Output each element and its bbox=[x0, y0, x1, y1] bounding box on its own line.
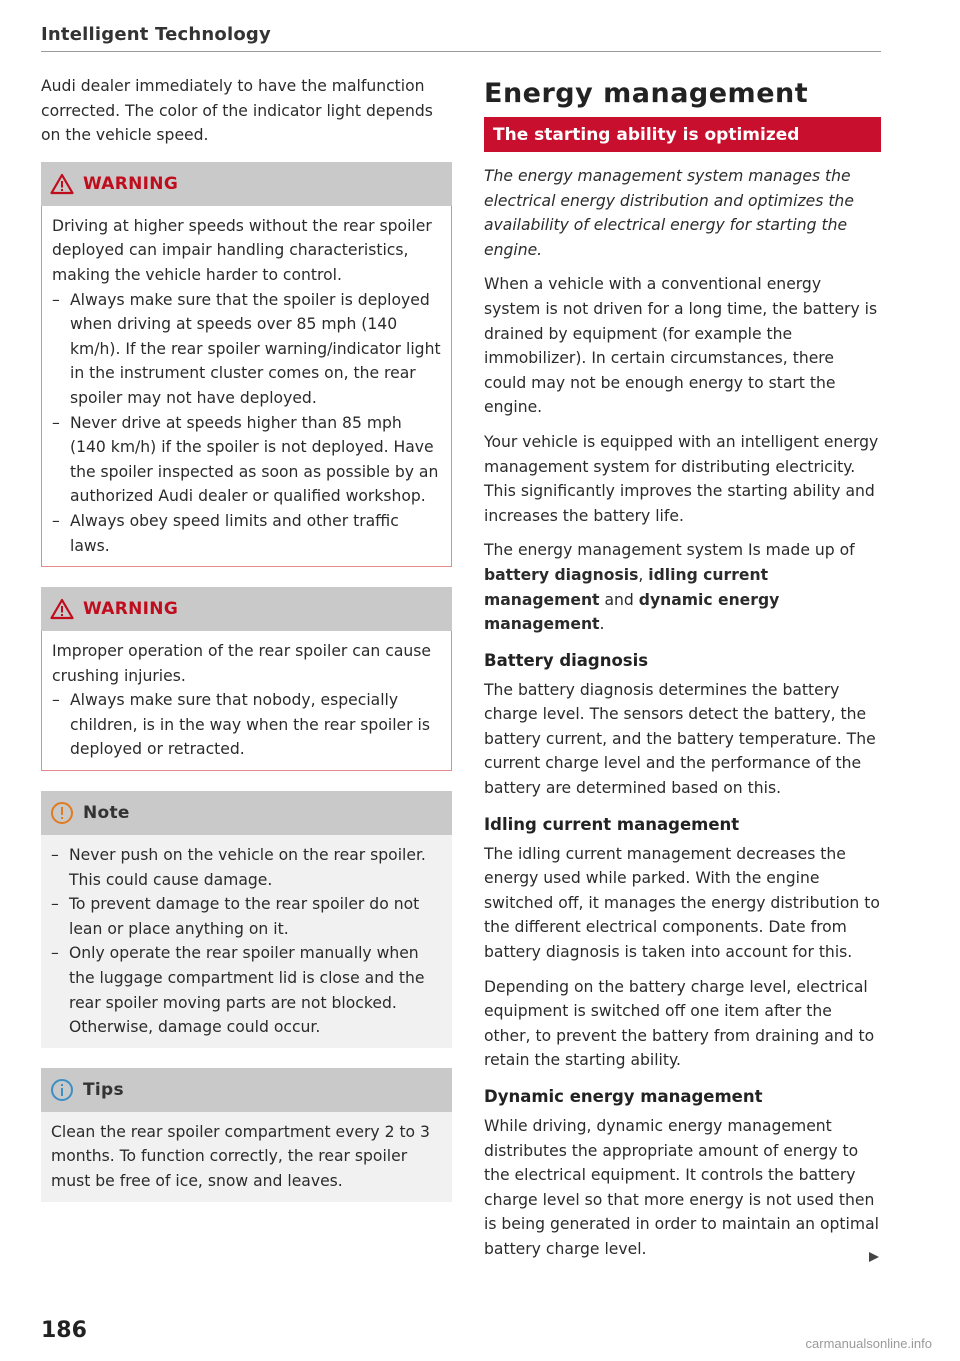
warning-box-1-label: WARNING bbox=[83, 173, 179, 194]
warning-box-2-header bbox=[41, 587, 452, 631]
tips-box bbox=[41, 1068, 452, 1202]
left-column bbox=[41, 74, 452, 1216]
section-intro: The energy management system manages the electrical energy distribution and optimizes the availability of electrical energy for starting the engine. bbox=[484, 167, 854, 259]
made-up-of-text: The energy management system Is made up of bbox=[484, 541, 855, 560]
tips-box-text: Clean the rear spoiler compartment every 2 to 3 months. To function correctly, the rear spoiler must be free of ice, snow and leaves. bbox=[51, 1122, 430, 1190]
dynamic-energy-paragraph bbox=[484, 1114, 881, 1262]
note-box-header bbox=[41, 791, 452, 835]
note-box-list bbox=[51, 843, 442, 1040]
note-box bbox=[41, 791, 452, 1048]
separator: , bbox=[638, 565, 649, 584]
header-title: Intelligent Technology bbox=[41, 24, 271, 45]
warning-triangle-icon bbox=[49, 172, 75, 196]
period: . bbox=[599, 615, 605, 634]
idling-current-paragraph-2: Depending on the battery charge level, electrical equipment is switched off one item after the other, to prevent the battery from draining and to retain the starting ability. bbox=[484, 977, 875, 1070]
separator: and bbox=[599, 590, 639, 609]
warning-box-2 bbox=[41, 587, 452, 771]
list-item: – To prevent damage to the rear spoiler do not lean or place anything on it. bbox=[51, 892, 442, 941]
tips-box-body bbox=[41, 1112, 452, 1202]
warning-box-2-body bbox=[41, 631, 452, 771]
page-number: 186 bbox=[41, 1318, 87, 1343]
battery-diagnosis-paragraph: The battery diagnosis determines the battery charge level. The sensors detect the battery, the battery current, and the battery temperature. The current charge level and the performance of the battery are determined based on this. bbox=[484, 680, 876, 798]
paragraph-intelligent-system: Your vehicle is equipped with an intelligent energy management system for distributing electricity. This significantly improves the starting ability and increases the battery life. bbox=[484, 432, 879, 525]
warning-box-1-header bbox=[41, 162, 452, 206]
list-item: – Only operate the rear spoiler manually when the luggage compartment lid is close and the rear spoiler moving parts are not blocked. Otherwise, damage could occur. bbox=[51, 941, 442, 1039]
battery-diagnosis-heading: Battery diagnosis bbox=[484, 650, 649, 670]
idling-current-heading: Idling current management bbox=[484, 814, 740, 834]
warning-triangle-icon bbox=[49, 597, 75, 621]
dynamic-energy-text: While driving, dynamic energy management distributes the appropriate amount of energy to the electrical equipment. It controls the battery charge level so that more energy is not used then is being generated in order to maintain an optimal battery charge level. bbox=[484, 1117, 879, 1258]
paragraph-made-up-of bbox=[484, 538, 881, 636]
warning-box-2-list bbox=[52, 688, 441, 762]
warning-box-1 bbox=[41, 162, 452, 567]
note-box-body bbox=[41, 835, 452, 1048]
page-header bbox=[41, 24, 881, 52]
subsection-title-bar: The starting ability is optimized bbox=[484, 117, 881, 152]
tips-box-label: Tips bbox=[83, 1079, 124, 1100]
info-circle-icon bbox=[49, 1078, 75, 1102]
continue-arrow-icon bbox=[867, 1246, 881, 1271]
term-dynamic-energy-management: dynamic energy management bbox=[484, 590, 780, 634]
note-box-label: Note bbox=[83, 803, 130, 824]
tips-box-header bbox=[41, 1068, 452, 1112]
section-title: Energy management bbox=[484, 78, 809, 109]
watermark: carmanualsonline.info bbox=[805, 1336, 932, 1351]
list-item: – Never push on the vehicle on the rear spoiler. This could cause damage. bbox=[51, 843, 442, 892]
right-column bbox=[484, 74, 881, 1272]
list-item: – Always make sure that nobody, especially children, is in the way when the rear spoiler is deployed or retracted. bbox=[52, 688, 441, 762]
warning-box-1-text: Driving at higher speeds without the rear spoiler deployed can impair handling characteristics, making the vehicle harder to control. bbox=[52, 216, 432, 284]
list-item: – Always obey speed limits and other traffic laws. bbox=[52, 509, 441, 558]
left-intro-paragraph: Audi dealer immediately to have the malfunction corrected. The color of the indicator light depends on the vehicle speed. bbox=[41, 77, 433, 145]
warning-box-2-label: WARNING bbox=[83, 599, 179, 620]
idling-current-paragraph-1: The idling current management decreases the energy used while parked. With the engine switched off, it manages the energy distribution to the different electrical components. Date from battery diagnosis is taken into account for this. bbox=[484, 844, 880, 962]
term-battery-diagnosis: battery diagnosis bbox=[484, 565, 639, 584]
warning-box-2-text: Improper operation of the rear spoiler can cause crushing injuries. bbox=[52, 642, 431, 685]
dynamic-energy-heading: Dynamic energy management bbox=[484, 1087, 763, 1106]
term-idling-current-management: idling current management bbox=[484, 565, 769, 609]
list-item: – Always make sure that the spoiler is deployed when driving at speeds over 85 mph (140 km/h). If the rear spoiler warning/indicator light in the instrument cluster comes on, the rear spoiler may not have deployed. bbox=[52, 288, 441, 411]
paragraph-conventional-system: When a vehicle with a conventional energy system is not driven for a long time, the battery is drained by equipment (for example the immobilizer). In certain circumstances, there could may not be enough energy to start the engine. bbox=[484, 275, 878, 417]
warning-box-1-body bbox=[41, 206, 452, 567]
warning-box-1-list bbox=[52, 288, 441, 559]
list-item: – Never drive at speeds higher than 85 mph (140 km/h) if the spoiler is not deployed. Have the spoiler inspected as soon as possible by an authorized Audi dealer or qualified workshop. bbox=[52, 411, 441, 509]
exclamation-circle-icon bbox=[49, 801, 75, 825]
